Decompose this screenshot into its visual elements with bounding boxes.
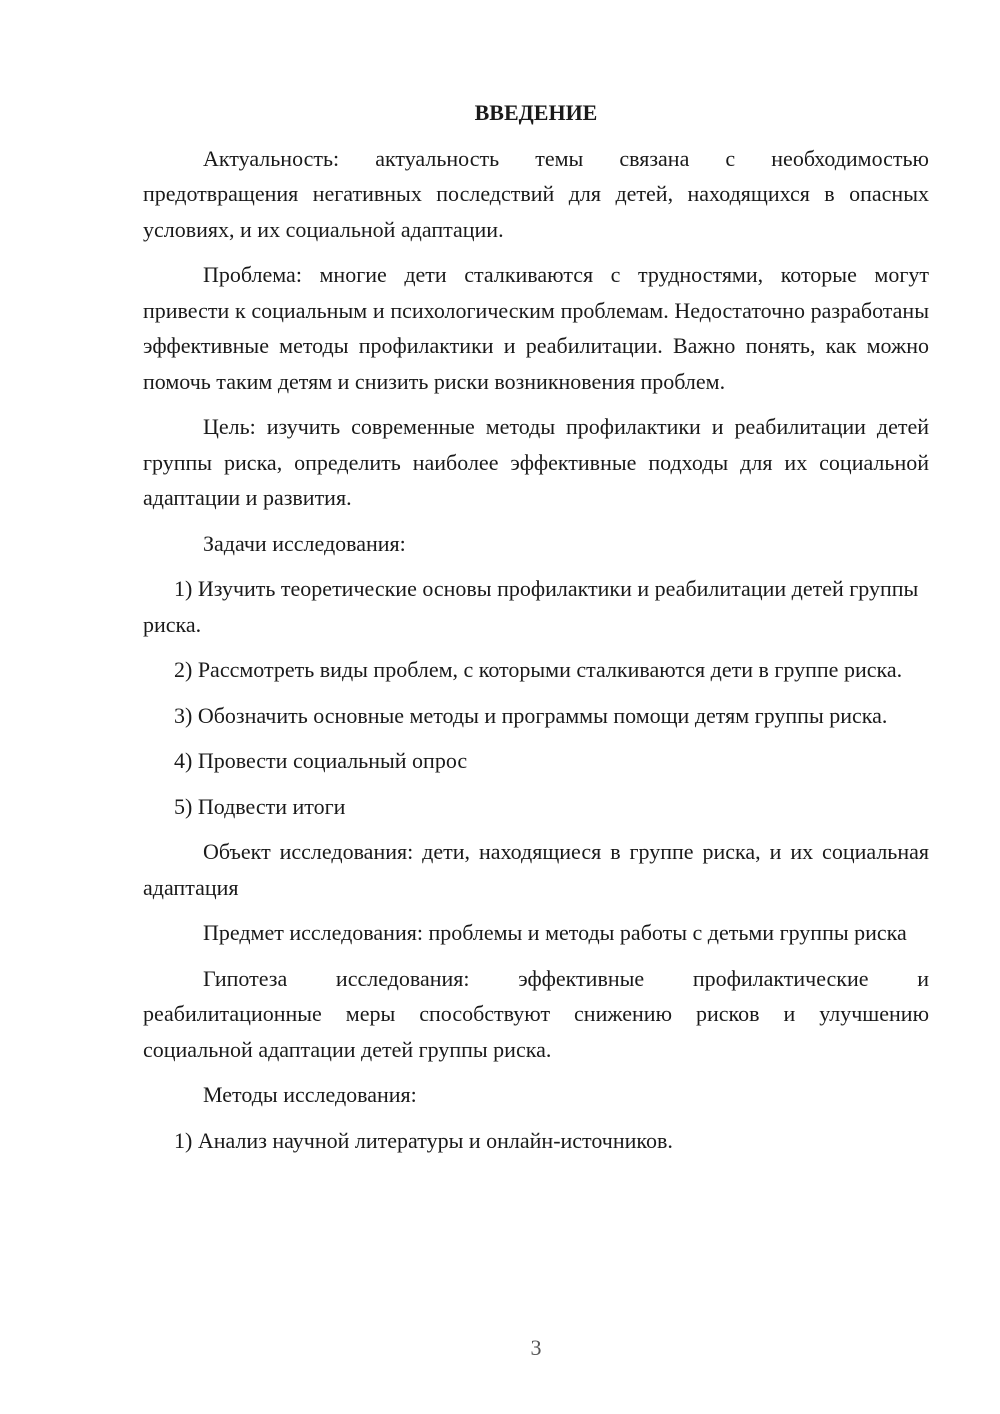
task-item-4: 4) Провести социальный опрос — [174, 748, 468, 773]
problem-paragraph: Проблема: многие дети сталкиваются с трудностями, которые могут привести к социальным и психологическим проблемам. Недостаточно разработаны эффективные методы профилактики и реабилитации. Важно понять, как можно помочь таким детям и снизить риски возникновения проблем. — [143, 262, 929, 394]
hypothesis-paragraph: Гипотеза исследования: эффективные профилактические и реабилитационные меры способствуют снижению рисков и улучшению социальной адаптации детей группы риска. — [143, 965, 929, 1062]
subject-paragraph: Предмет исследования: проблемы и методы работы с детьми группы риска — [203, 920, 907, 945]
relevance-paragraph: Актуальность: актуальность темы связана с необходимостью предотвращения негативных последствий для детей, находящихся в опасных условиях, и их социальной адаптации. — [143, 145, 929, 242]
task-item-5: 5) Подвести итоги — [174, 793, 346, 819]
page-number: 3 — [530, 1335, 542, 1360]
page-content — [143, 95, 929, 1168]
method-item-1: 1) Анализ научной литературы и онлайн-источников. — [174, 1127, 673, 1153]
task-item-2: 2) Рассмотреть виды проблем, с которыми сталкиваются дети в группе риска. — [174, 657, 903, 682]
task-item-1: 1) Изучить теоретические основы профилактики и реабилитации детей группы риска. — [143, 576, 919, 637]
methods-heading: Методы исследования: — [203, 1082, 417, 1107]
tasks-heading: Задачи исследования: — [203, 530, 406, 556]
task-item-3: 3) Обозначить основные методы и программы помощи детям группы риска. — [174, 702, 888, 728]
section-title: ВВЕДЕНИЕ — [474, 100, 598, 125]
goal-paragraph: Цель: изучить современные методы профилактики и реабилитации детей группы риска, определить наиболее эффективные подходы для их социальной адаптации и развития. — [143, 414, 929, 510]
object-paragraph: Объект исследования: дети, находящиеся в группе риска, и их социальная адаптация — [143, 839, 929, 900]
